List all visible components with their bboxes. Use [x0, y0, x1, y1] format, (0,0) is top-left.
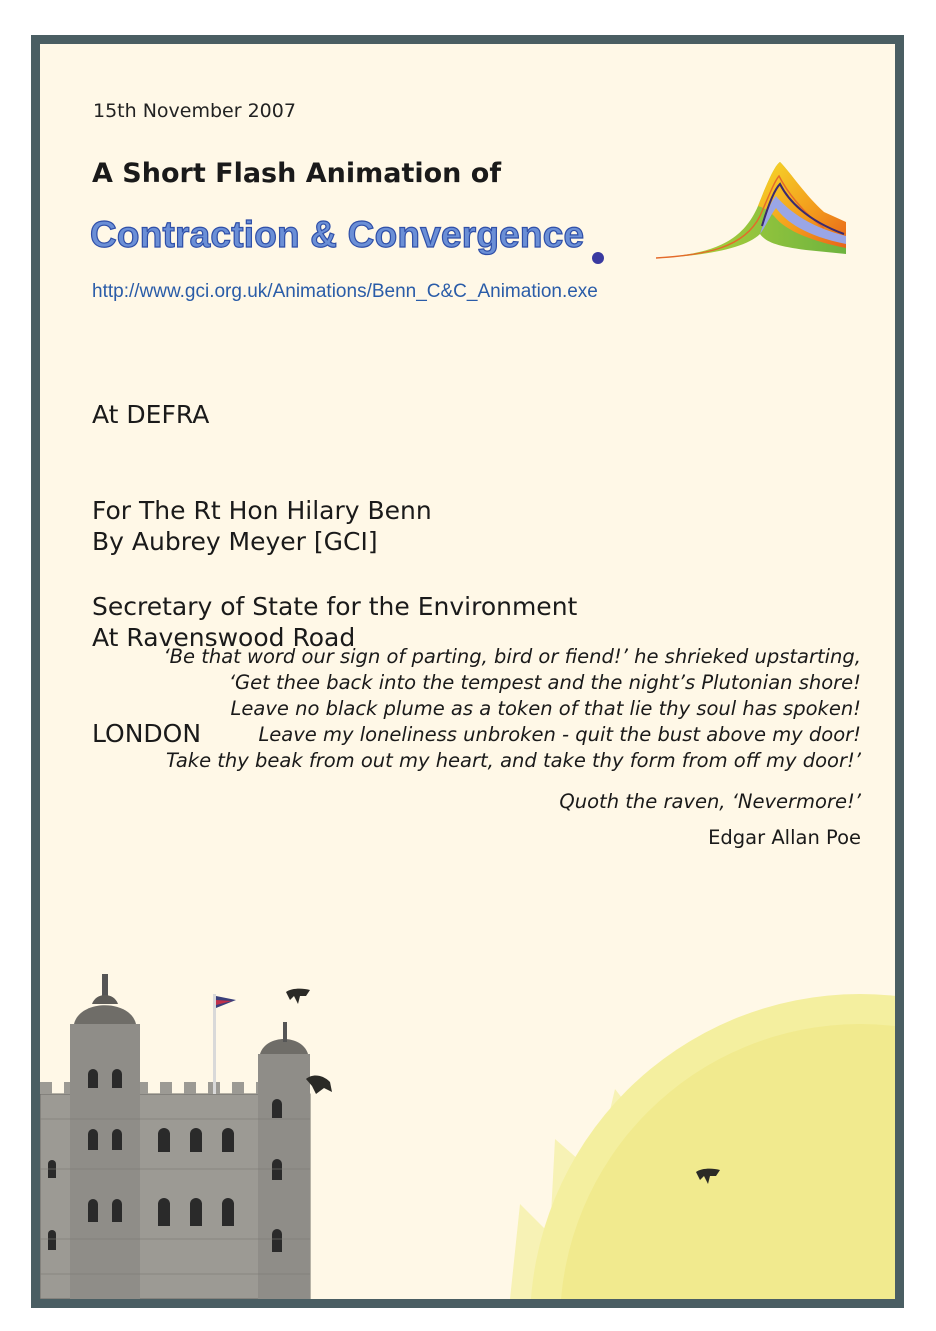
address-line: Secretary of State for the Environment	[92, 592, 578, 621]
address-line: At DEFRA	[92, 400, 210, 429]
subtitle: A Short Flash Animation of	[92, 158, 502, 189]
poem-line: ‘Get thee back into the tempest and the night’s Plutonian shore!	[228, 671, 861, 694]
title-dot-icon	[592, 252, 604, 264]
poem-author: Edgar Allan Poe	[708, 826, 861, 849]
contraction-convergence-logo	[656, 156, 846, 261]
address-line: LONDON	[92, 719, 202, 748]
poem-line: Take thy beak from out my heart, and take thy form from off my door!’	[165, 749, 861, 772]
sun-illustration	[510, 994, 895, 1299]
address-line: By Aubrey Meyer [GCI]	[92, 527, 378, 556]
title: Contraction & Convergence	[90, 214, 585, 255]
date: 15th November 2007	[93, 100, 296, 122]
poem-quoth-line: Quoth the raven, ‘Nevermore!’	[559, 790, 861, 813]
tower-of-london-illustration	[40, 974, 310, 1299]
illustration-scene	[40, 904, 895, 1299]
address-line: For The Rt Hon Hilary Benn	[92, 496, 432, 525]
poem-quote	[163, 644, 861, 774]
animation-link[interactable]: http://www.gci.org.uk/Animations/Benn_C&C_Animation.exe	[92, 281, 598, 302]
poem-line: Leave my loneliness unbroken - quit the bust above my door!	[258, 723, 861, 746]
poem-line: Leave no black plume as a token of that lie thy soul has spoken!	[230, 697, 861, 720]
poster-frame	[31, 35, 904, 1308]
poem-line: ‘Be that word our sign of parting, bird or fiend!’ he shrieked upstarting,	[163, 645, 861, 668]
raven-icon	[286, 989, 310, 1004]
address-line: At Ravenswood Road	[92, 623, 356, 652]
